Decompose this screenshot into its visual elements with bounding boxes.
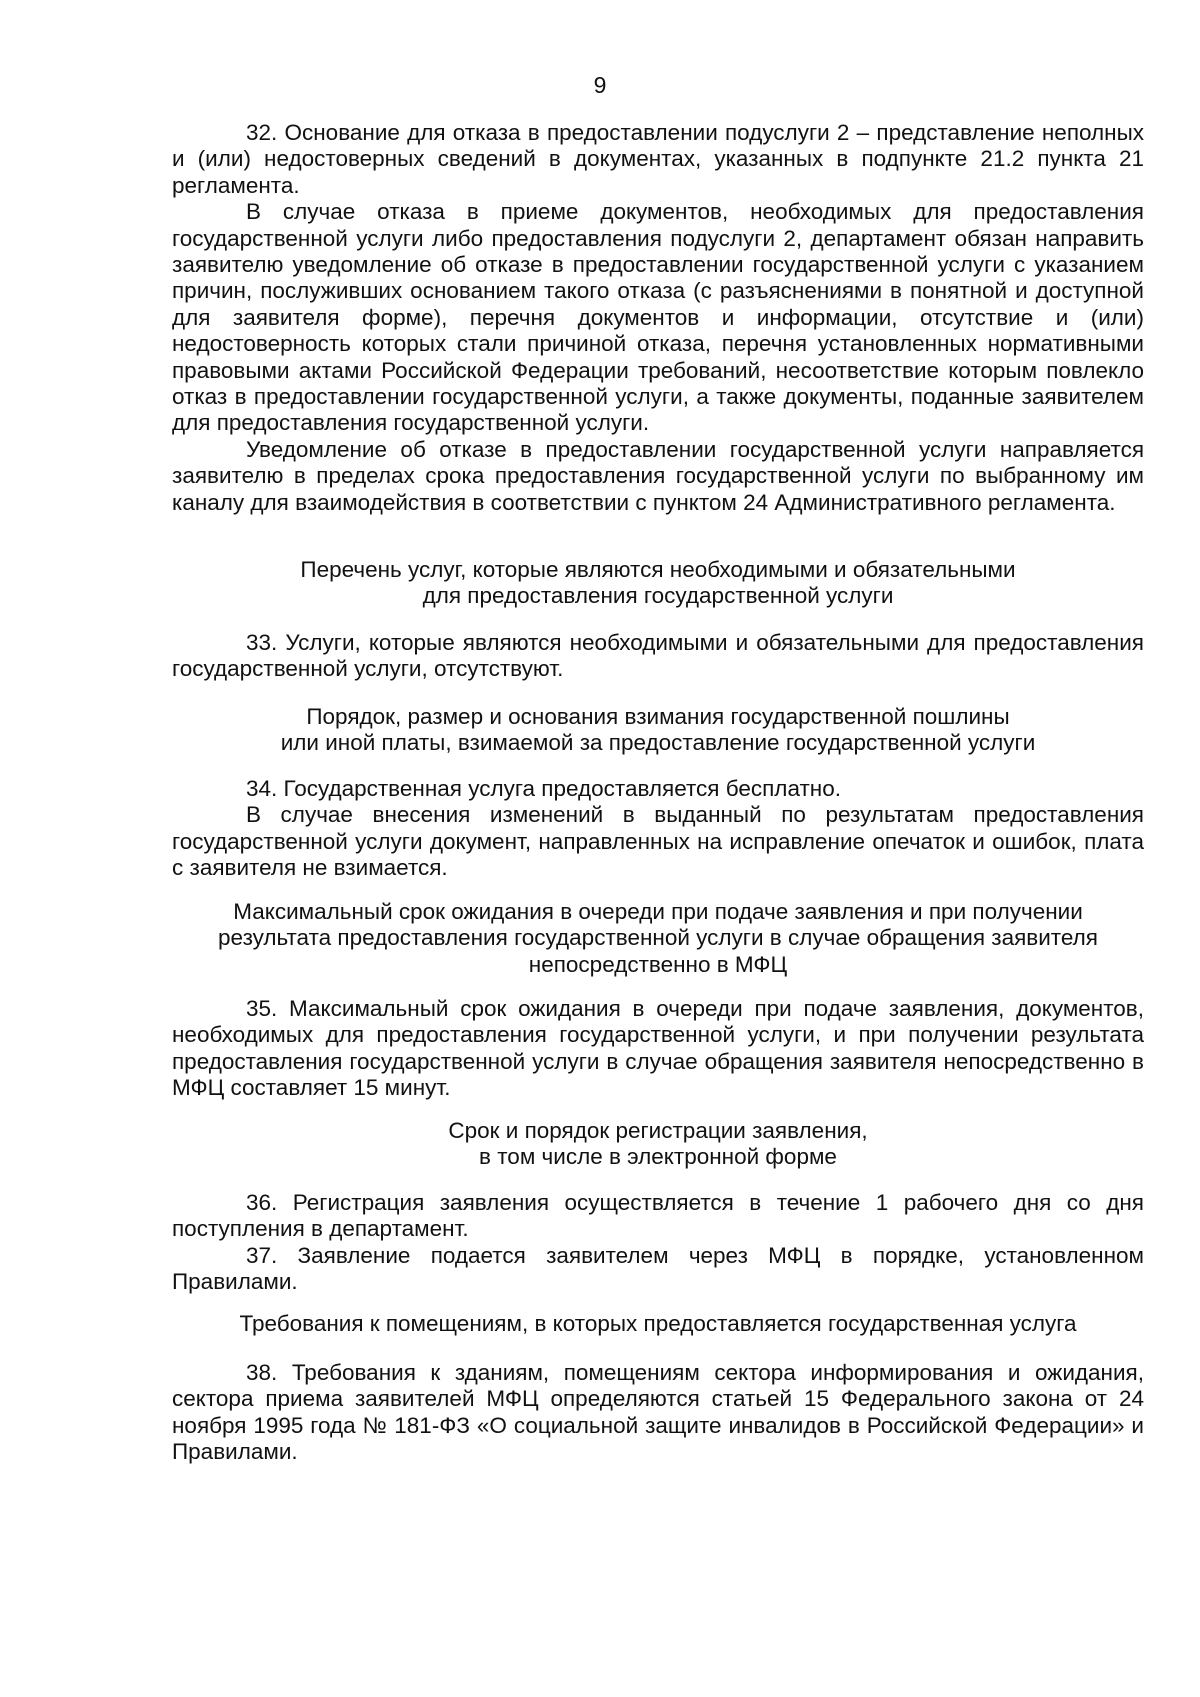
section-paragraph-38 (172, 1360, 1144, 1466)
section-heading (172, 1311, 1144, 1337)
paragraph: В случае отказа в приеме документов, необходимых для предоставления государственной услуги либо предоставления подуслуги 2, департамент обязан направить заявителю уведомление об отказе в предоставлении государственной услуги с указанием причин, послуживших основанием такого отказа (с разъяснениями в понятной и доступной для заявителя форме), перечня документов и информации, отсутствие и (или) недостоверность которых стали причиной отказа, перечня установленных нормативными правовыми актами Российской Федерации требований, несоответствие которым повлекло отказ в предоставлении государственной услуги, а также документы, поданные заявителем для предоставления государственной услуги. (172, 199, 1144, 436)
heading-line: для предоставления государственной услуги (422, 583, 894, 609)
section-heading (172, 704, 1144, 757)
paragraph: 35. Максимальный срок ожидания в очереди при подаче заявления, документов, необходимых для предоставления государственной услуги, и при получении результата предоставления государственной услуги в случае обращения заявителя непосредственно в МФЦ составляет 15 минут. (172, 996, 1144, 1101)
paragraph: 36. Регистрация заявления осуществляется в течение 1 рабочего дня со дня поступления в департамент. (172, 1190, 1144, 1242)
section-heading (172, 1118, 1144, 1171)
heading-line: Срок и порядок регистрации заявления, (448, 1118, 868, 1143)
section-paragraph-33 (172, 630, 1144, 683)
section-paragraph-32 (172, 120, 1144, 516)
heading-line: Требования к помещениям, в которых предоставляется государственная услуга (239, 1311, 1077, 1336)
paragraph: 37. Заявление подается заявителем через МФЦ в порядке, установленном Правилами. (172, 1242, 1144, 1295)
section-paragraph-34 (172, 776, 1144, 882)
section-paragraph-35 (172, 996, 1144, 1102)
heading-line: Максимальный срок ожидания в очереди при подаче заявления и при получении (233, 899, 1083, 924)
paragraph: В случае внесения изменений в выданный по результатам предоставления государственной услуги документ, направленных на исправление опечаток и ошибок, плата с заявителя не взимается. (172, 802, 1144, 881)
paragraph: Уведомление об отказе в предоставлении государственной услуги направляется заявителю в пределах срока предоставления государственной услуги по выбранному им каналу для взаимодействия в соответствии с пунктом 24 Административного регламента. (172, 436, 1144, 515)
section-heading (172, 557, 1144, 610)
paragraph: 32. Основание для отказа в предоставлении подуслуги 2 – представление неполных и (или) недостоверных сведений в документах, указанных в подпункте 21.2 пункта 21 регламента. (172, 120, 1144, 198)
heading-line: непосредственно в МФЦ (528, 951, 788, 977)
section-heading (172, 899, 1144, 978)
paragraph: 34. Государственная услуга предоставляется бесплатно. (246, 776, 841, 801)
heading-line: Порядок, размер и основания взимания государственной пошлины (306, 704, 1010, 729)
heading-line: результата предоставления государственной услуги в случае обращения заявителя (218, 925, 1098, 951)
paragraph: 38. Требования к зданиям, помещениям сектора информирования и ожидания, сектора приема заявителей МФЦ определяются статьей 15 Федерального закона от 24 ноября 1995 года № 181-ФЗ «О социальной защите инвалидов в Российской Федерации» и Правилами. (172, 1360, 1144, 1465)
paragraph: 33. Услуги, которые являются необходимыми и обязательными для предоставления государственной услуги, отсутствуют. (172, 630, 1144, 682)
heading-line: Перечень услуг, которые являются необходимыми и обязательными (300, 557, 1016, 582)
heading-line: или иной платы, взимаемой за предоставление государственной услуги (280, 730, 1036, 756)
page-number: 9 (593, 72, 607, 98)
section-paragraph-36-37 (172, 1190, 1144, 1296)
heading-line: в том числе в электронной форме (479, 1144, 837, 1170)
